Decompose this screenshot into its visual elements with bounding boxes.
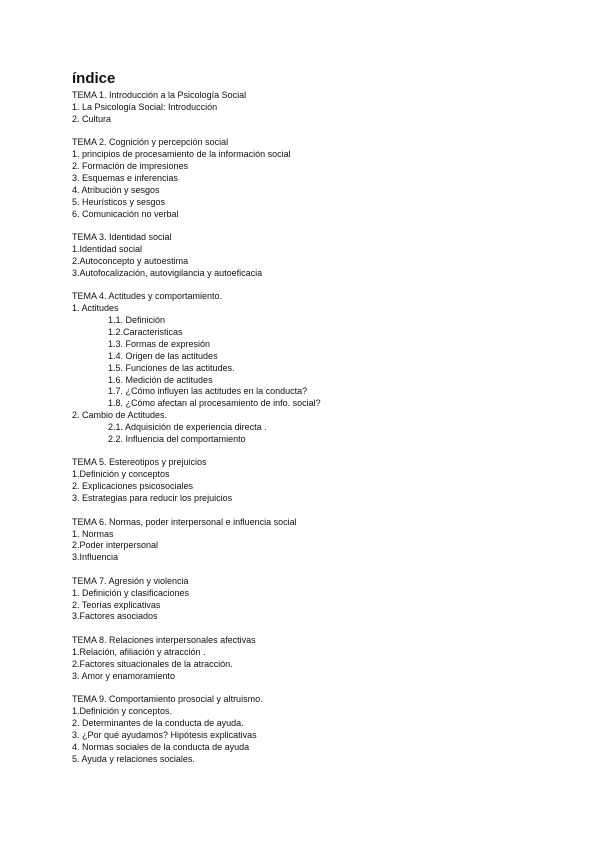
toc-subitem: 1.6. Medición de actitudes: [108, 374, 213, 385]
table-of-contents: [72, 90, 572, 765]
toc-subitem: 1.8. ¿Cómo afectan al procesamiento de info. social?: [108, 398, 321, 409]
toc-item: 6. Comunicación no verbal: [72, 208, 179, 219]
section-heading: TEMA 6. Normas, poder interpersonal e influencia social: [72, 516, 297, 527]
toc-item: 1. principios de procesamiento de la información social: [72, 149, 291, 160]
toc-item: 3. Amor y enamoramiento: [72, 670, 176, 681]
toc-item: 2. Cambio de Actitudes.: [72, 410, 168, 421]
toc-item: 1.Definición y conceptos: [72, 469, 170, 480]
toc-item: 3.Influencia: [72, 552, 119, 563]
toc-item: 1. Normas: [72, 528, 114, 539]
toc-item: 1. Definición y clasificaciones: [72, 587, 190, 598]
toc-item: 3.Factores asociados: [72, 611, 158, 622]
toc-section: [72, 635, 572, 683]
toc-section: [72, 232, 572, 280]
page-title: índice: [72, 70, 116, 87]
toc-item: 2.Autoconcepto y autoestima: [72, 255, 189, 266]
toc-section: [72, 694, 572, 765]
toc-item: 3. Esquemas e inferencias: [72, 172, 179, 183]
toc-item: 3. ¿Por qué ayudamos? Hipótesis explicativas: [72, 729, 257, 740]
toc-item: 2. Determinantes de la conducta de ayuda.: [72, 717, 244, 728]
toc-item: 3.Autofocalización, autovigilancia y autoeficacia: [72, 267, 263, 278]
toc-item: 3. Estrategias para reducir los prejuicios: [72, 493, 233, 504]
toc-section: [72, 90, 572, 126]
toc-item: 1. Actitudes: [72, 303, 119, 314]
toc-subitem: 1.4. Origen de las actitudes: [108, 350, 218, 361]
toc-item: 5. Heurísticos y sesgos: [72, 196, 166, 207]
toc-section: [72, 291, 572, 446]
toc-item: 1.Identidad social: [72, 243, 143, 254]
toc-item: 2. Teorías explicativas: [72, 599, 161, 610]
toc-item: 1.Relación, afiliación y atracción .: [72, 646, 206, 657]
section-heading: TEMA 1. Introducción a la Psicología Social: [72, 90, 247, 100]
toc-item: 2.Factores situacionales de la atracción.: [72, 658, 233, 669]
toc-item: 2. Cultura: [72, 113, 112, 124]
toc-item: 4. Normas sociales de la conducta de ayuda: [72, 741, 250, 752]
section-heading: TEMA 3. Identidad social: [72, 232, 172, 243]
toc-item: 2. Formación de impresiones: [72, 161, 189, 172]
toc-item: 4. Atribución y sesgos: [72, 184, 160, 195]
toc-item: 1. La Psicología Social: Introducción: [72, 101, 218, 112]
toc-item: 2.Poder interpersonal: [72, 540, 159, 551]
toc-subitem: 2.2. Influencia del comportamiento: [108, 434, 246, 445]
toc-subitem: 1.3. Formas de expresión: [108, 338, 211, 349]
toc-section: [72, 576, 572, 624]
section-heading: TEMA 9. Comportamiento prosocial y altruismo.: [72, 693, 263, 704]
toc-item: 5. Ayuda y relaciones sociales.: [72, 753, 195, 764]
toc-item: 2. Explicaciones psicosociales: [72, 481, 194, 492]
section-heading: TEMA 2. Cognición y percepción social: [72, 137, 229, 148]
document-page: [72, 70, 572, 777]
section-heading: TEMA 5. Estereotipos y prejuicios: [72, 457, 207, 468]
toc-subitem: 2.1. Adquisición de experiencia directa .: [108, 422, 267, 433]
toc-section: [72, 517, 572, 565]
toc-section: [72, 457, 572, 505]
section-heading: TEMA 7. Agresión y violencia: [72, 575, 189, 586]
toc-subitem: 1.2.Caracteristicas: [108, 326, 183, 337]
toc-subitem: 1.7. ¿Cómo influyen las actitudes en la conducta?: [108, 386, 308, 397]
toc-item: 1.Definición y conceptos.: [72, 705, 173, 716]
toc-subitem: 1.1. Definición: [108, 315, 166, 325]
toc-subitem: 1.5. Funciones de las actitudes.: [108, 362, 235, 373]
section-heading: TEMA 4. Actitudes y comportamiento.: [72, 291, 223, 302]
toc-section: [72, 137, 572, 220]
section-heading: TEMA 8. Relaciones interpersonales afectivas: [72, 634, 256, 645]
